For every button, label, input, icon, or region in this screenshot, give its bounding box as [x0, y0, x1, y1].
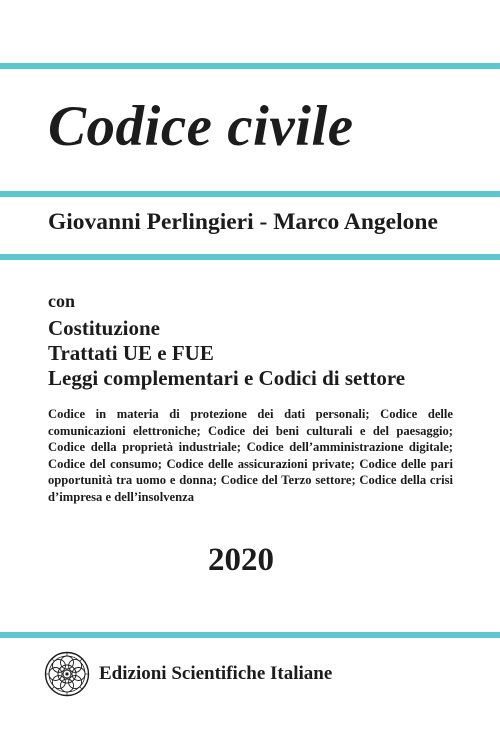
- included-works-list: [48, 316, 405, 391]
- book-title: Codice civile: [48, 95, 354, 158]
- annexed-codes-paragraph: Codice in materia di protezione dei dati personali; Codice delle comunicazioni elettroniche; Codice dei beni culturali e del paesaggio; Codice della proprietà industriale; Codice dell’amministrazione digitale; Codice del consumo; Codice delle assicurazioni private; Codice delle pari opportunità tra uomo e donna; Codice del Terzo settore; Codice della crisi d’impresa e dell’insolvenza: [48, 407, 453, 504]
- ornamental-rosette-icon: [44, 651, 90, 697]
- publisher-name: Edizioni Scientifiche Italiane: [99, 663, 333, 684]
- top-divider-rule: [0, 63, 500, 69]
- title-divider-rule: [0, 191, 500, 197]
- edition-year: 2020: [208, 542, 274, 578]
- included-work-item: Leggi complementari e Codici di settore: [48, 366, 406, 390]
- book-authors: Giovanni Perlingieri - Marco Angelone: [48, 209, 438, 235]
- bottom-divider-rule: [0, 632, 500, 638]
- with-label: con: [48, 291, 75, 311]
- authors-divider-rule: [0, 254, 500, 260]
- included-work-item: Costituzione: [48, 316, 160, 340]
- included-work-item: Trattati UE e FUE: [48, 341, 214, 365]
